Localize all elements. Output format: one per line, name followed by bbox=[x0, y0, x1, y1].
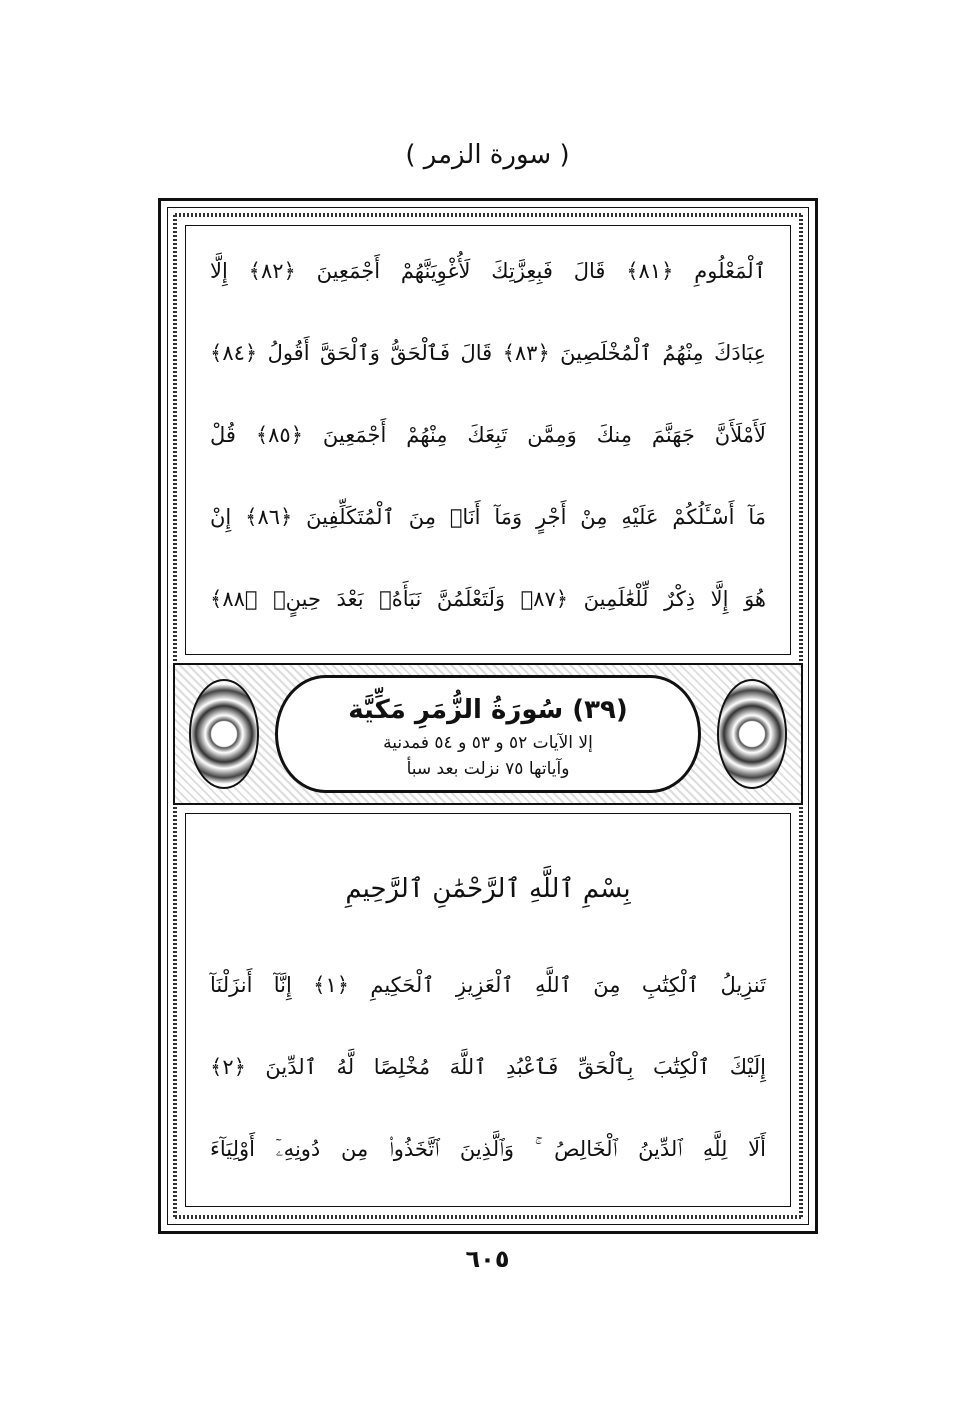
verse-line: عِبَادَكَ مِنْهُمُ ٱلْمُخْلَصِينَ ﴿٨٣﴾ قَالَ فَٱلْحَقُّ وَٱلْحَقَّ أَقُولُ ﴿٨٤﴾ bbox=[210, 341, 766, 365]
ornamental-border-top bbox=[175, 213, 801, 217]
surah-info: وآياتها ٧٥ نزلت بعد سبأ bbox=[406, 759, 570, 779]
floral-ornament-icon bbox=[189, 679, 259, 789]
text-block-zumar-start bbox=[185, 813, 791, 1207]
basmala: بِسْمِ ٱللَّهِ ٱلرَّحْمَٰنِ ٱلرَّحِيمِ bbox=[345, 874, 631, 904]
page-border-frame bbox=[158, 198, 818, 1234]
verse-line: هُوَ إِلَّا ذِكْرٌ لِّلْعَٰلَمِينَ ﴿٨٧﴾ وَلَتَعْلَمُنَّ نَبَأَهُۥ بَعْدَ حِينٍۭ ﴿٨٨﴾ bbox=[210, 587, 766, 611]
verse-line: ٱلْمَعْلُومِ ﴿٨١﴾ قَالَ فَبِعِزَّتِكَ لَأُغْوِيَنَّهُمْ أَجْمَعِينَ ﴿٨٢﴾ إِلَّا bbox=[210, 259, 767, 283]
verse-line: لَأَمْلَأَنَّ جَهَنَّمَ مِنكَ وَمِمَّن تَبِعَكَ مِنْهُمْ أَجْمَعِينَ ﴿٨٥﴾ قُلْ bbox=[210, 423, 766, 447]
verse-line: أَلَا لِلَّهِ ٱلدِّينُ ٱلْخَالِصُ ۚ وَٱلَّذِينَ ٱتَّخَذُوا۟ مِن دُونِهِۦٓ أَوْلِيَآءَ bbox=[210, 1137, 766, 1161]
verse-line: تَنزِيلُ ٱلْكِتَٰبِ مِنَ ٱللَّهِ ٱلْعَزِيزِ ٱلْحَكِيمِ ﴿١﴾ إِنَّآ أَنزَلْنَآ bbox=[210, 973, 766, 997]
surah-header-band bbox=[173, 663, 803, 805]
text-block-sad-ending bbox=[185, 225, 791, 655]
page-number: ٦٠٥ bbox=[465, 1245, 510, 1273]
floral-ornament-icon bbox=[717, 679, 787, 789]
verse-line: مَآ أَسْـَٔلُكُمْ عَلَيْهِ مِنْ أَجْرٍ وَمَآ أَنَا۠ مِنَ ٱلْمُتَكَلِّفِينَ ﴿٨٦﴾ إِنْ bbox=[210, 505, 766, 529]
surah-name: (٣٩) سُورَةُ الزُّمَرِ مَكِّيَّة bbox=[348, 695, 628, 725]
surah-header-cartouche bbox=[275, 675, 701, 793]
verse-line: إِلَيْكَ ٱلْكِتَٰبَ بِٱلْحَقِّ فَٱعْبُدِ ٱللَّهَ مُخْلِصًا لَّهُ ٱلدِّينَ ﴿٢﴾ bbox=[210, 1055, 766, 1079]
surah-note: إلا الآيات ٥٢ و ٥٣ و ٥٤ فمدنية bbox=[383, 733, 593, 753]
running-header-surah-title: ( سورة الزمر ) bbox=[405, 140, 570, 170]
ornamental-border-bottom bbox=[175, 1215, 801, 1219]
